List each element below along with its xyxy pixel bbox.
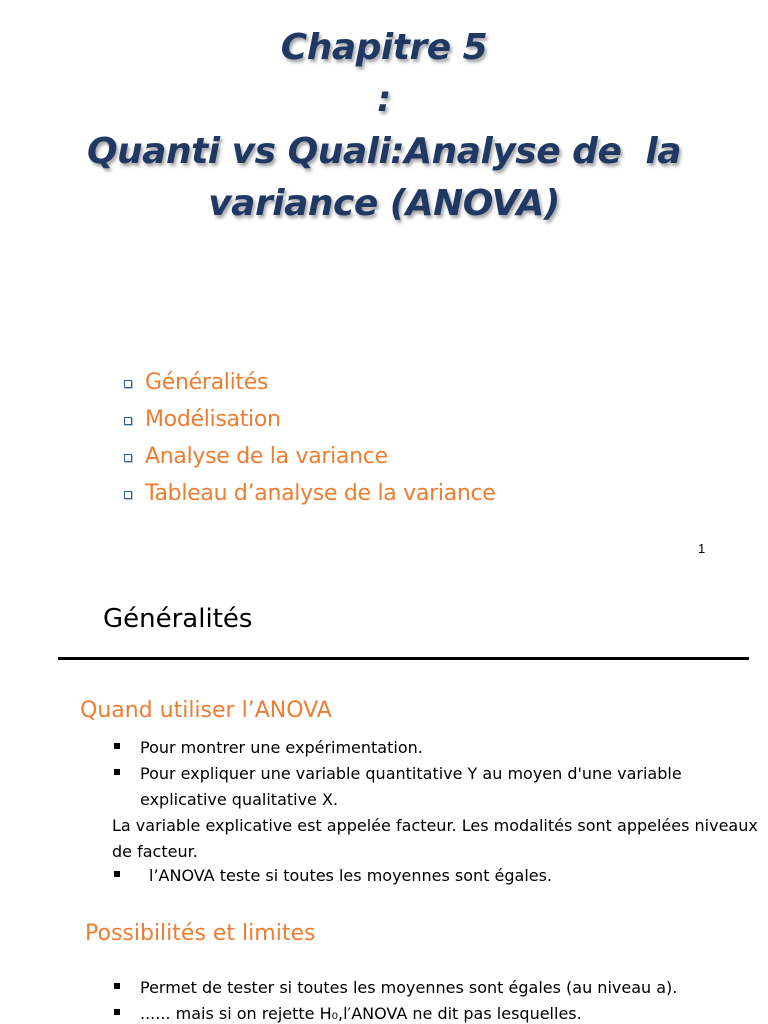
slide-2 [0,580,768,1024]
square-bullet-icon [124,417,132,425]
subheading-possibilities-limits: Possibilités et limites [85,921,316,946]
title-line-2: : [377,79,391,120]
square-bullet-icon [124,454,132,462]
slide-title [0,22,768,230]
outline-item [124,401,496,438]
list-item: Pour expliquer une variable quantitative Y au moyen d'une variable explicative qualitative X. [112,761,752,813]
square-bullet-icon [124,491,132,499]
definition-paragraph: La variable explicative est appelée facteur. Les modalités sont appelées niveaux de facteur. [112,816,758,861]
outline-item-label: Généralités [145,370,269,395]
list-item: ...... mais si on rejette H₀,l′ANOVA ne dit pas lesquelles. [112,1001,752,1024]
title-line-4: variance (ANOVA) [208,183,560,224]
page-number: 1 [698,541,706,556]
title-line-1: Chapitre 5 [280,27,488,68]
outline-list [124,364,496,512]
title-divider [58,657,749,660]
title-line-3: Quanti vs Quali:Analyse de la [86,131,682,172]
outline-item [124,364,496,401]
list-item: Pour montrer une expérimentation. [112,735,752,761]
subheading-when-to-use: Quand utiliser l’ANOVA [80,698,332,723]
outline-item-label: Analyse de la variance [145,444,388,469]
square-bullet-icon [124,380,132,388]
usage-bullet-list [112,735,752,813]
outline-item [124,475,496,512]
limits-bullet-list [112,975,752,1024]
outline-item-label: Tableau d’analyse de la variance [145,481,496,506]
outline-item-label: Modélisation [145,407,281,432]
usage-bullet-list-2 [112,863,752,889]
list-item: Permet de tester si toutes les moyennes sont égales (au niveau a). [112,975,752,1001]
outline-item [124,438,496,475]
list-item: l’ANOVA teste si toutes les moyennes sont égales. [112,863,752,889]
section-title: Généralités [103,604,253,634]
